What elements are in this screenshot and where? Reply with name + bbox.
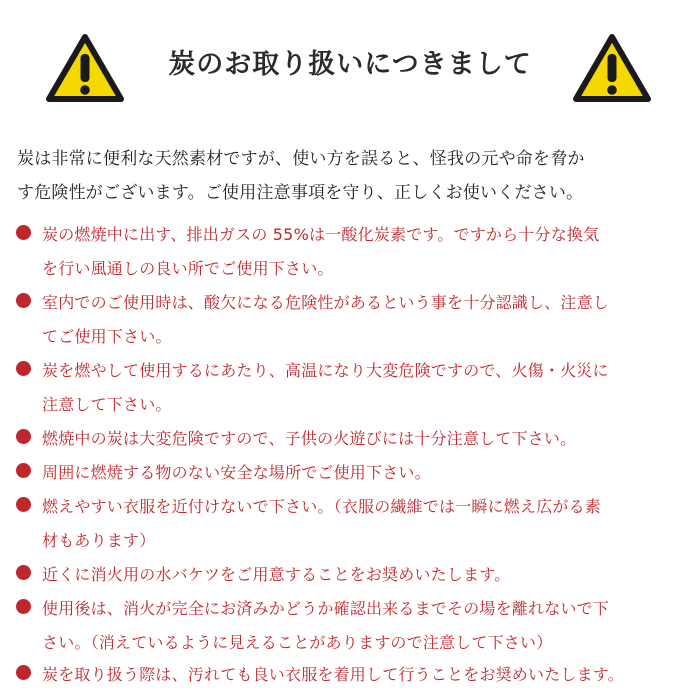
bullet-dot-icon bbox=[16, 599, 31, 614]
warning-text: てご使用下さい。 bbox=[42, 327, 172, 346]
bullet-dot-icon bbox=[16, 429, 31, 444]
warning-text: 使用後は、消火が完全にお済みかどうか確認出来るまでその場を離れないで下 bbox=[42, 599, 610, 618]
warning-text: 室内でのご使用時は、酸欠になる危険性があるという事を十分認識し、注意し bbox=[42, 293, 610, 312]
warning-text: 燃焼中の炭は大変危険ですので、子供の火遊びには十分注意して下さい。 bbox=[42, 429, 577, 448]
page-title: 炭のお取り扱いにつきまして bbox=[168, 49, 532, 80]
bullet-dot-icon bbox=[16, 225, 31, 240]
warning-text: 炭を燃やして使用するにあたり、高温になり大変危険ですので、火傷・火災に bbox=[42, 361, 609, 380]
warning-text: 注意して下さい。 bbox=[42, 395, 172, 414]
bullet-dot-icon bbox=[16, 565, 31, 580]
bullet-dot-icon bbox=[16, 665, 31, 680]
warning-text: 材もあります） bbox=[42, 531, 156, 550]
warning-text: 炭を取り扱う際は、汚れても良い衣服を着用して行うことをお奨めいたします。 bbox=[42, 665, 624, 684]
intro-line: 炭は非常に便利な天然素材ですが、使い方を誤ると、怪我の元や命を脅か bbox=[17, 149, 585, 169]
warning-text: 近くに消火用の水バケツをご用意することをお奨めいたします。 bbox=[42, 565, 511, 584]
warning-text: を行い風通しの良い所でご使用下さい。 bbox=[42, 259, 334, 278]
bullet-dot-icon bbox=[16, 497, 31, 512]
warning-text: 燃えやすい衣服を近付けないで下さい。（衣服の繊維では一瞬に燃え広がる素 bbox=[42, 497, 602, 516]
warning-text: 周囲に燃焼する物のない安全な場所でご使用下さい。 bbox=[42, 463, 431, 482]
bullet-dot-icon bbox=[16, 463, 31, 478]
intro-line: す危険性がございます。ご使用注意事項を守り、正しくお使いください。 bbox=[17, 183, 584, 203]
bullet-dot-icon bbox=[16, 293, 31, 308]
warning-text: さい。（消えているように見えることがありますので注意して下さい） bbox=[42, 633, 553, 652]
bullet-dot-icon bbox=[16, 361, 31, 376]
warning-text: 炭の燃焼中に出す、排出ガスの 55%は一酸化炭素です。ですから十分な換気 bbox=[42, 225, 600, 244]
